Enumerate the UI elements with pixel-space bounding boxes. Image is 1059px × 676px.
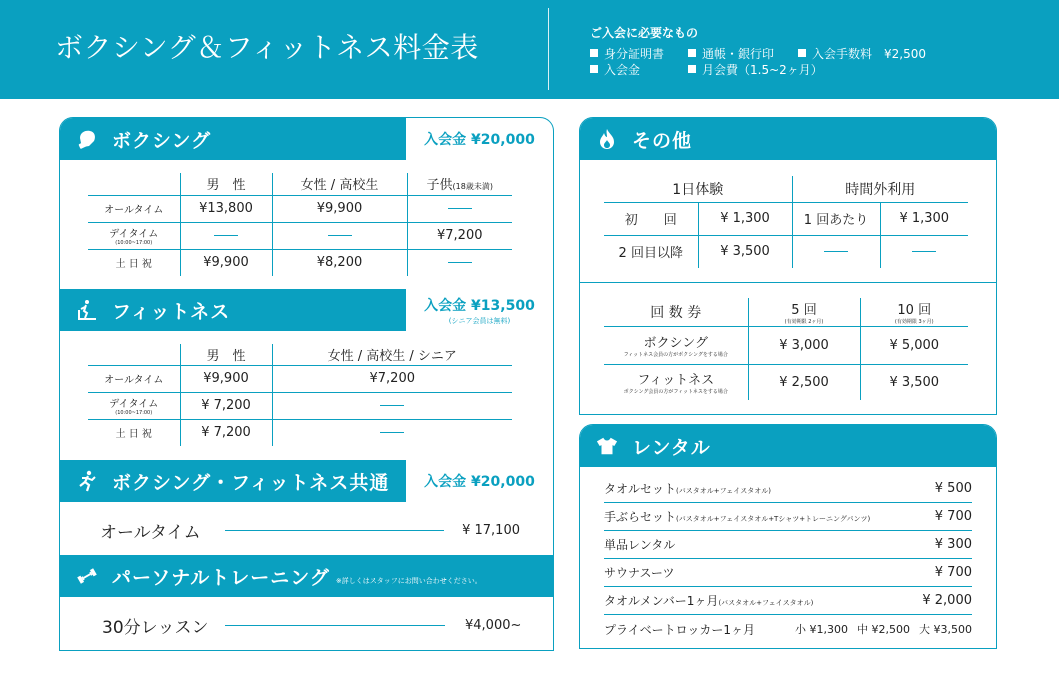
fitness-fee-note: (シニア会員は無料) <box>448 316 511 325</box>
dumbbell-icon <box>76 565 98 587</box>
trial-header: 1日体験 <box>672 181 724 198</box>
table-row: オールタイム ¥13,800 ¥9,900 <box>88 195 512 222</box>
requirement-item: 通帳・銀行印 <box>688 45 798 62</box>
boxing-price-table <box>88 173 512 276</box>
other-divider <box>580 282 996 283</box>
dash-mark <box>214 235 238 236</box>
common-section-bar <box>60 460 406 502</box>
requirement-item: 月会費（1.5~2ヶ月） <box>688 61 823 78</box>
personal-section-bar <box>60 555 553 597</box>
table-row: デイタイム (10:00~17:00) ¥ 7,200 <box>88 392 512 419</box>
dash-mark <box>824 251 848 252</box>
dash-mark <box>912 251 936 252</box>
requirement-item: 入会手数料 ¥2,500 <box>798 45 926 62</box>
left-price-panel <box>59 117 554 651</box>
bullet-square-icon <box>590 65 598 73</box>
header <box>0 0 1059 99</box>
col-header: 10 回 (有効期限 3ヶ月) <box>860 298 968 326</box>
col-header: 男 性 <box>180 173 272 195</box>
table-row: 土 日 祝 ¥ 7,200 <box>88 419 512 446</box>
boxing-section-bar <box>60 118 406 160</box>
col-header: 女性 / 高校生 / シニア <box>272 344 512 365</box>
boxing-fee: 入会金 ¥20,000 <box>424 132 535 148</box>
other-panel <box>579 117 997 415</box>
col-header: 女性 / 高校生 <box>272 173 407 195</box>
flame-icon <box>596 128 618 150</box>
dash-mark <box>328 235 352 236</box>
dash-mark <box>380 432 404 433</box>
common-fee: 入会金 ¥20,000 <box>424 474 535 490</box>
tshirt-icon <box>596 435 618 457</box>
bullet-square-icon <box>688 65 696 73</box>
page-title: ボクシング＆フィットネス料金表 <box>55 31 479 64</box>
rental-panel <box>579 424 997 649</box>
table-row: フィットネス ボクシング会員の方がフィットネスをする場合 ¥ 2,500 ¥ 3,500 <box>604 364 968 400</box>
common-row-price: ¥ 17,100 <box>462 523 520 538</box>
ticket-table <box>604 298 968 400</box>
requirement-item: 身分証明書 <box>590 45 688 62</box>
personal-row-label: 30分レッスン <box>102 618 209 638</box>
rental-title: レンタル <box>632 436 711 459</box>
table-row: 初 回 ¥ 1,300 1 回あたり ¥ 1,300 <box>604 202 968 235</box>
table-row: オールタイム ¥9,900 ¥7,200 <box>88 365 512 392</box>
bullet-square-icon <box>590 49 598 57</box>
other-section-bar <box>580 118 996 160</box>
header-divider <box>548 8 549 90</box>
table-row: 2 回目以降 ¥ 3,500 <box>604 235 968 268</box>
list-item: タオルメンバー1ヶ月(バスタオル+フェイスタオル) ¥ 2,000 <box>604 587 972 615</box>
requirement-item: 入会金 <box>590 61 688 78</box>
locker-item: プライベートロッカー1ヶ月 小 ¥1,300 中 ¥2,500 大 ¥3,500 <box>604 622 972 637</box>
treadmill-icon <box>76 299 98 321</box>
dash-mark <box>380 405 404 406</box>
rental-list <box>604 475 972 643</box>
list-item: 単品レンタル ¥ 300 <box>604 531 972 559</box>
table-row: 土 日 祝 ¥9,900 ¥8,200 <box>88 249 512 276</box>
common-price-row <box>100 518 520 543</box>
personal-price-row <box>102 613 522 638</box>
personal-row-price: ¥4,000~ <box>465 618 522 633</box>
bullet-square-icon <box>688 49 696 57</box>
bullet-square-icon <box>798 49 806 57</box>
tickets-header: 回 数 券 <box>650 304 702 321</box>
leader-line <box>225 530 444 531</box>
common-title: ボクシング・フィットネス共通 <box>112 471 390 494</box>
dash-mark <box>448 262 472 263</box>
fitness-price-table <box>88 344 512 446</box>
runner-icon <box>76 470 98 492</box>
table-row: ボクシング フィットネス会員の方がボクシングをする場合 ¥ 3,000 ¥ 5,000 <box>604 326 968 364</box>
list-item: サウナスーツ ¥ 700 <box>604 559 972 587</box>
fitness-section-bar <box>60 289 406 331</box>
common-row-label: オールタイム <box>100 523 201 543</box>
col-header: 子供(18歳未満) <box>407 173 512 195</box>
col-header: 5 回 (有効期限 2ヶ月) <box>748 298 860 326</box>
col-header: 男 性 <box>180 344 272 365</box>
rental-section-bar <box>580 425 996 467</box>
dash-mark <box>448 208 472 209</box>
requirements-title: ご入会に必要なもの <box>590 26 699 40</box>
other-title: その他 <box>632 129 693 152</box>
personal-note: ※詳しくはスタッフにお問い合わせください。 <box>335 577 482 585</box>
personal-title: パーソナルトレーニング <box>112 566 330 589</box>
list-item: タオルセット(バスタオル+フェイスタオル) ¥ 500 <box>604 475 972 503</box>
fitness-title: フィットネス <box>112 300 231 323</box>
boxing-title: ボクシング <box>112 129 212 152</box>
trial-overtime-table <box>604 176 968 268</box>
leader-line <box>225 625 445 626</box>
list-item: 手ぶらセット(バスタオル+フェイスタオル+Tシャツ+トレーニングパンツ) ¥ 700 <box>604 503 972 531</box>
fitness-fee: 入会金 ¥13,500 (シニア会員は無料) <box>424 297 535 325</box>
overtime-header: 時間外利用 <box>792 176 968 202</box>
boxing-glove-icon <box>76 128 98 150</box>
requirements <box>590 24 926 77</box>
table-row: デイタイム (10:00~17:00) ¥7,200 <box>88 222 512 249</box>
